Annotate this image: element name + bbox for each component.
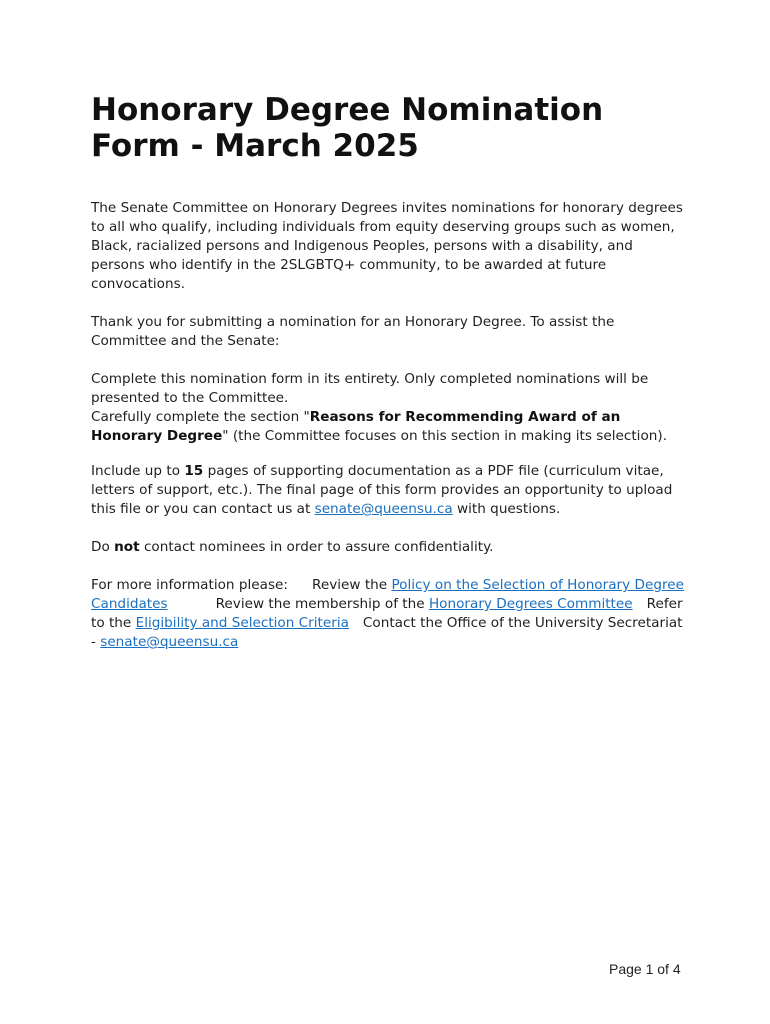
include-text-end: with questions.: [452, 501, 561, 517]
reasons-text-pre: Carefully complete the section ": [91, 409, 310, 425]
more-info-paragraph: [91, 576, 687, 652]
more-info-lead: For more information please:: [91, 577, 288, 593]
refer-text: Refer to the: [91, 596, 683, 631]
include-page-count: 15: [184, 463, 204, 479]
do-text-pre: Do: [91, 539, 115, 555]
page-number: Page 1 of 4: [609, 961, 681, 977]
contact-email-link[interactable]: senate@queensu.ca: [100, 634, 239, 650]
title-line-1: Honorary Degree Nomination: [91, 92, 604, 128]
include-text-post: pages of supporting documentation as a PDF file (curriculum vitae, letters of support, etc.). The final page of this form provides an opportunity to upload this file or you can contact us at: [91, 463, 673, 517]
title-line-2: Form - March 2025: [91, 128, 419, 164]
email-link[interactable]: senate@queensu.ca: [314, 501, 453, 517]
page-title: [91, 92, 691, 164]
criteria-link[interactable]: Eligibility and Selection Criteria: [135, 615, 349, 631]
document-body: [91, 199, 687, 652]
reasons-section-name: Reasons for Recommending Award of an Honorary Degree: [91, 409, 621, 444]
reasons-text-post: " (the Committee focuses on this section in making its selection).: [222, 428, 668, 444]
complete-form-paragraph: Complete this nomination form in its entirety. Only completed nominations will be presented to the Committee.: [91, 371, 649, 406]
do-not-emphasis: not: [114, 539, 140, 555]
thanks-paragraph: Thank you for submitting a nomination for an Honorary Degree. To assist the Committee and the Senate:: [91, 314, 615, 349]
confidentiality-paragraph: [91, 538, 687, 557]
contact-text: Contact the Office of the University Secretariat -: [91, 615, 683, 650]
intro-paragraph: The Senate Committee on Honorary Degrees invites nominations for honorary degrees to all who qualify, including individuals from equity deserving groups such as women, Black, racialized persons and Indigenous Peoples, persons with a disability, and persons who identify in the 2SLGBTQ+ community, to be awarded at future convocations.: [91, 200, 683, 292]
policy-link[interactable]: Policy on the Selection of Honorary Degree Candidates: [91, 577, 684, 612]
review-members-text: Review the membership of the: [215, 596, 429, 612]
committee-link[interactable]: Honorary Degrees Committee: [428, 596, 633, 612]
do-text-post: contact nominees in order to assure confidentiality.: [139, 539, 494, 555]
reasons-paragraph: [91, 408, 687, 446]
review-policy-text: Review the: [312, 577, 392, 593]
include-paragraph: [91, 462, 687, 519]
include-text-pre: Include up to: [91, 463, 185, 479]
